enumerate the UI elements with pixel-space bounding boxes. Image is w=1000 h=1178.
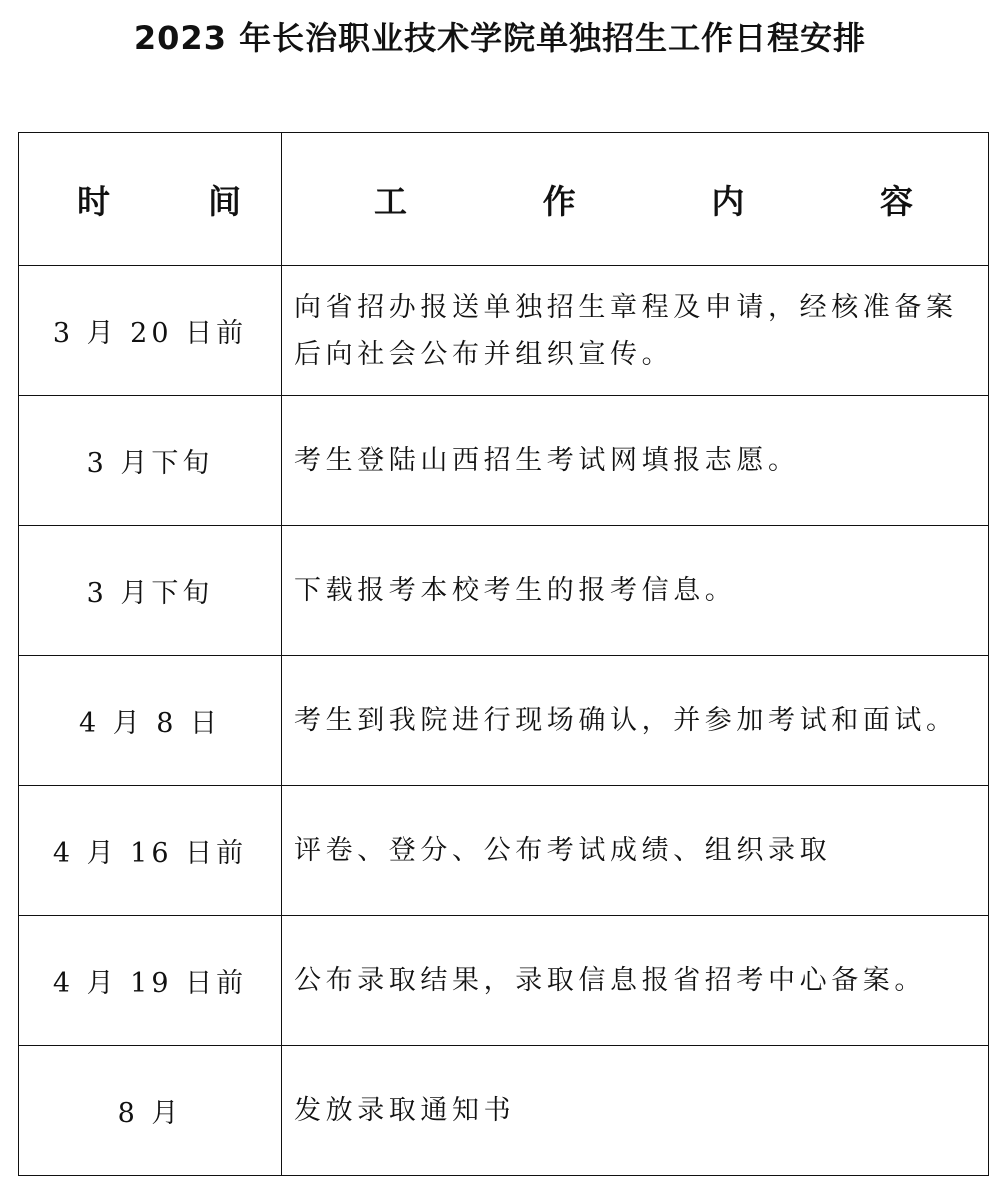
row-time: 8 月 xyxy=(19,1046,282,1176)
row-time: 4 月 8 日 xyxy=(19,656,282,786)
row-work: 向省招办报送单独招生章程及申请，经核准备案后向社会公布并组织宣传。 xyxy=(282,266,989,396)
schedule-table xyxy=(18,132,989,1176)
document-title: 2023 年长治职业技术学院单独招生工作日程安排 xyxy=(133,19,867,57)
row-time: 3 月下旬 xyxy=(19,526,282,656)
header-work xyxy=(282,133,989,266)
table-row xyxy=(19,916,989,1046)
table-row xyxy=(19,786,989,916)
table-row xyxy=(19,266,989,396)
row-work: 评卷、登分、公布考试成绩、组织录取 xyxy=(282,786,989,916)
row-time: 4 月 19 日前 xyxy=(19,916,282,1046)
table-row xyxy=(19,396,989,526)
header-time-char: 间 xyxy=(208,181,241,221)
header-work-char: 容 xyxy=(879,181,913,221)
row-time: 4 月 16 日前 xyxy=(19,786,282,916)
table-row xyxy=(19,656,989,786)
table-header-row xyxy=(19,133,989,266)
header-work-char: 作 xyxy=(542,181,576,221)
row-work: 考生登陆山西招生考试网填报志愿。 xyxy=(282,396,989,526)
row-work: 考生到我院进行现场确认，并参加考试和面试。 xyxy=(282,656,989,786)
header-work-char: 内 xyxy=(711,181,745,221)
header-time xyxy=(19,133,282,266)
table-row xyxy=(19,1046,989,1176)
header-work-char: 工 xyxy=(374,181,407,221)
table-row xyxy=(19,526,989,656)
row-time: 3 月 20 日前 xyxy=(19,266,282,396)
header-time-char: 时 xyxy=(77,181,110,221)
row-work: 下载报考本校考生的报考信息。 xyxy=(282,526,989,656)
row-time: 3 月下旬 xyxy=(19,396,282,526)
row-work: 发放录取通知书 xyxy=(282,1046,989,1176)
row-work: 公布录取结果，录取信息报省招考中心备案。 xyxy=(282,916,989,1046)
